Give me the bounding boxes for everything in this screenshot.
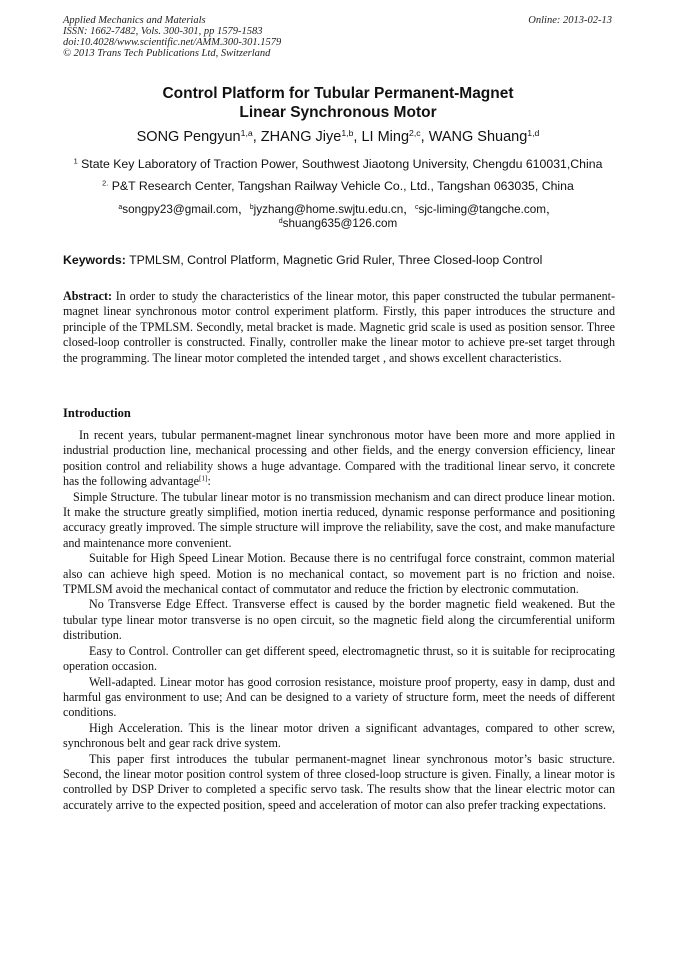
introduction-body xyxy=(63,428,615,813)
paper-title xyxy=(63,84,613,122)
body-paragraph: No Transverse Edge Effect. Transverse effect is caused by the border magnetic field weakened. But the tubular type linear motor transverse is no open circuit, so the magnetic field along the circumferential uniform distribution. xyxy=(63,597,615,643)
affiliation-text: State Key Laboratory of Traction Power, Southwest Jiaotong University, Chengdu 610031,China xyxy=(81,157,603,171)
author-list xyxy=(63,128,613,146)
journal-header xyxy=(63,15,281,59)
author-name: WANG Shuang xyxy=(428,129,528,145)
author-name: SONG Pengyun xyxy=(136,129,241,145)
affiliation-mark: 2. xyxy=(102,178,109,188)
email-address[interactable]: sjc-liming@tangche.com xyxy=(418,203,546,216)
author-separator: , xyxy=(252,129,261,145)
email-separator: ， xyxy=(545,203,558,216)
affiliation-mark: 1 xyxy=(73,156,78,166)
author-affil-mark: 1,b xyxy=(341,127,354,138)
online-date: Online: 2013-02-13 xyxy=(528,15,612,26)
body-paragraph: Suitable for High Speed Linear Motion. Because there is no centrifugal force constraint, common material also can achieve high speed. Motion is no mechanical contact, so movement part is no friction and noise. TPMLSM avoid the mechanical contact of commutator and reduce the friction by electronic commutation. xyxy=(63,551,615,597)
paragraph-end: : xyxy=(207,474,211,489)
body-paragraph: Simple Structure. The tubular linear motor is no transmission mechanism and can direct produce linear motion. It make the structure greatly simplified, motion inertia reduced, dynamic response performance and positioning accuracy greatly improved. The simple structure will improve the reliability, save the cost, and make manufacture and maintenance more convenient. xyxy=(63,489,615,550)
abstract-label: Abstract: xyxy=(63,289,113,303)
body-paragraph xyxy=(63,428,615,490)
email-mark: a xyxy=(118,203,123,211)
introduction-heading: Introduction xyxy=(63,406,131,420)
email-address[interactable]: jyzhang@home.swjtu.edu.cn xyxy=(253,203,404,216)
keywords-line xyxy=(63,253,615,268)
author-name: LI Ming xyxy=(361,129,410,145)
author-separator: , xyxy=(420,129,429,145)
email-mark: b xyxy=(249,203,254,211)
paragraph-text: In recent years, tubular permanent-magnet linear synchronous motor have been more and more applied in industrial production line, mechanical processing and other fields, and the energy conversion efficiency, linear position control and reliability shows a huge advantage. Compared with the traditional linear servo, it concrete has the following advantage xyxy=(63,428,615,489)
affiliation-1 xyxy=(63,157,613,172)
body-paragraph: Well-adapted. Linear motor has good corrosion resistance, moisture proof property, easy in damp, dust and harmful gas environment to use; And can be designed to a variety of structure form, meet the needs of different conditions. xyxy=(63,674,615,720)
author-affil-mark: 1,d xyxy=(527,127,540,138)
email-separator: ， xyxy=(403,203,415,216)
title-line-1: Control Platform for Tubular Permanent-Magnet xyxy=(162,85,514,102)
keywords-label: Keywords: xyxy=(63,253,126,267)
citation-ref[interactable]: [1] xyxy=(199,474,208,483)
abstract-paragraph xyxy=(63,289,615,366)
author-separator: , xyxy=(353,129,362,145)
email-separator: ， xyxy=(238,203,250,216)
author-affil-mark: 1,a xyxy=(240,127,253,138)
email-address[interactable]: songpy23@gmail.com xyxy=(122,203,239,216)
title-line-2: Linear Synchronous Motor xyxy=(239,104,437,121)
body-paragraph: High Acceleration. This is the linear motor driven a significant advantages, compared to other screw, synchronous belt and gear rack drive system. xyxy=(63,720,615,751)
author-affil-mark: 2,c xyxy=(409,127,421,138)
affiliation-text: P&T Research Center, Tangshan Railway Vehicle Co., Ltd., Tangshan 063035, China xyxy=(111,179,574,193)
author-name: ZHANG Jiye xyxy=(260,129,342,145)
body-paragraph: Easy to Control. Controller can get different speed, electromagnetic thrust, so it is suitable for reciprocating operation occasion. xyxy=(63,643,615,674)
email-address[interactable]: shuang635@126.com xyxy=(282,217,398,230)
email-mark: c xyxy=(414,203,419,211)
email-list xyxy=(63,203,613,231)
body-paragraph: This paper first introduces the tubular permanent-magnet linear synchronous motor’s basic structure. Second, the linear motor position control system of three closed-loop structure is given. Finally, a linear motor is controlled by DSP Driver to completed a specific servo task. The results show that the linear electric motor can accurately arrive to the expected position, speed and acceleration of motor can also prefer tracking expectations. xyxy=(63,751,615,812)
doi-line: doi:10.4028/www.scientific.net/AMM.300-301.1579 xyxy=(63,37,282,48)
keywords-text: TPMLSM, Control Platform, Magnetic Grid Ruler, Three Closed-loop Control xyxy=(129,253,543,267)
affiliation-2 xyxy=(63,179,613,194)
copyright-line: © 2013 Trans Tech Publications Ltd, Switzerland xyxy=(63,48,271,59)
email-mark: d xyxy=(278,217,283,225)
issn-line: ISSN: 1662-7482, Vols. 300-301, pp 1579-1583 xyxy=(63,26,263,37)
journal-name: Applied Mechanics and Materials xyxy=(63,15,206,26)
abstract-text: In order to study the characteristics of the linear motor, this paper constructed the tubular permanent-magnet linear synchronous motor control experiment platform. Firstly, this paper introduces the structure and principle of the TPMLSM. Secondly, metal bracket is made. Magnetic grid scale is used as position sensor. Three closed-loop controller is constructed. Finally, controller make the linear motor to achieve pre-set target through the programming. The linear motor completed the intended target , and shows excellent characteristics. xyxy=(63,289,616,365)
